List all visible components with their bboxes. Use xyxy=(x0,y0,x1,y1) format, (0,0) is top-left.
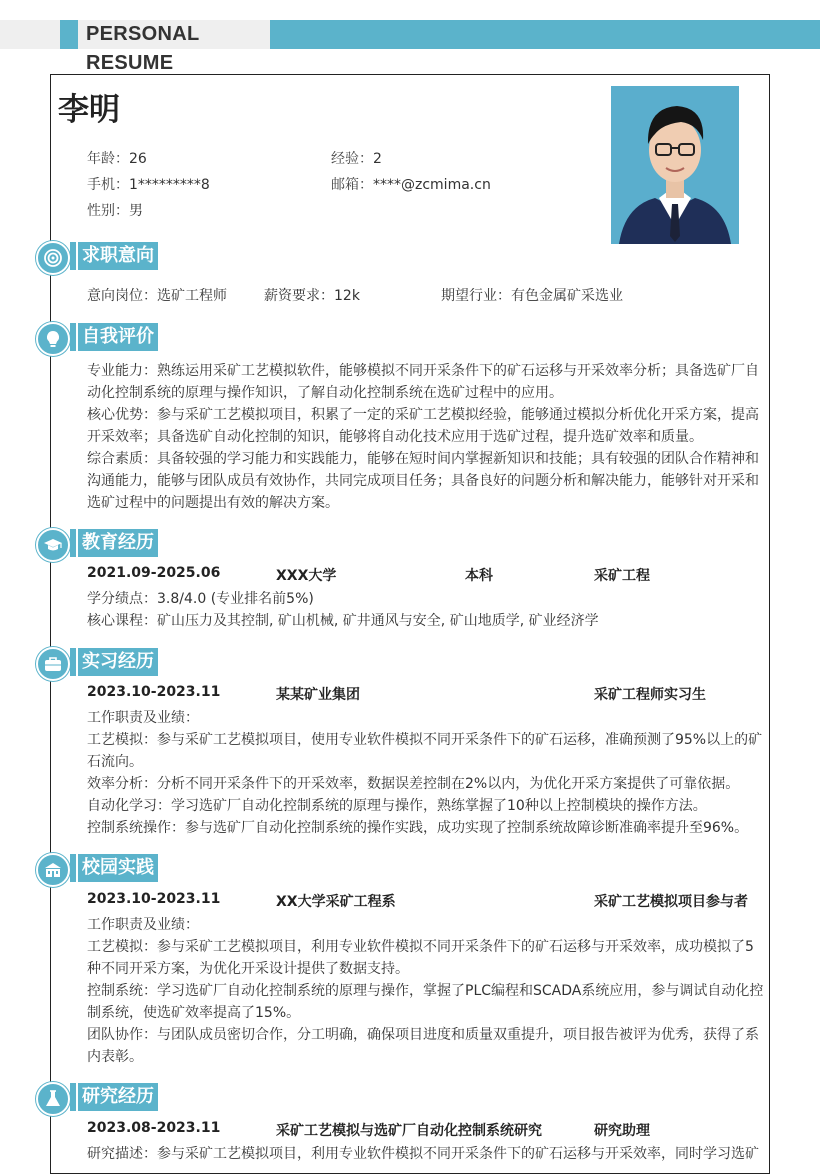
self-eval-paragraph: 核心优势：参与采矿工艺模拟项目，积累了一定的采矿工艺模拟经验，能够通过模拟分析优化开采方案，提高开采效率；具备选矿自动化控制的知识，能够将自动化技术应用于选矿过程，提升选矿效率和质量。 xyxy=(87,407,759,445)
header-accent-stripe xyxy=(60,20,78,49)
briefcase-icon xyxy=(36,647,70,681)
campus-line: 工艺模拟：参与采矿工艺模拟项目，利用专业软件模拟不同开采条件下的矿石运移与开采效率，成功模拟了5种不同开采方案，为优化开采设计提供了数据支持。 xyxy=(87,939,754,977)
phone-label: 手机： xyxy=(87,177,129,193)
section-bar xyxy=(70,529,76,557)
intent-salary: 薪资要求：12k xyxy=(264,288,360,304)
intent-position: 意向岗位：选矿工程师 xyxy=(87,288,227,304)
internship-line: 效率分析：分析不同开采条件下的开采效率，数据误差控制在2%以内，为优化开采方案提供了可靠依据。 xyxy=(87,776,740,792)
phone-value: 1*********8 xyxy=(129,177,210,193)
internship-line: 控制系统操作：参与选矿厂自动化控制系统的操作实践，成功实现了控制系统故障诊断准确率提升至96%。 xyxy=(87,820,749,836)
email-field xyxy=(331,174,491,194)
section-title-self-eval: 自我评价 xyxy=(78,323,158,351)
profile-photo xyxy=(611,86,739,244)
research-role: 研究助理 xyxy=(594,1123,650,1139)
education-courses: 核心课程：矿山压力及其控制, 矿山机械, 矿井通风与安全, 矿山地质学, 矿业经济学 xyxy=(87,613,599,629)
research-row xyxy=(87,1120,767,1142)
internship-line: 自动化学习：学习选矿厂自动化控制系统的原理与操作，熟练掌握了10种以上控制模块的操作方法。 xyxy=(87,798,707,814)
campus-line: 控制系统：学习选矿厂自动化控制系统的原理与操作，掌握了PLC编程和SCADA系统应用，参与调试自动化控制系统，使选矿效率提高了15%。 xyxy=(87,983,764,1021)
flask-icon xyxy=(36,1082,70,1116)
target-icon xyxy=(36,241,70,275)
gender-field xyxy=(87,200,143,220)
education-gpa: 学分绩点：3.8/4.0 (专业排名前5%) xyxy=(87,591,314,607)
section-bar xyxy=(70,854,76,882)
education-period: 2021.09-2025.06 xyxy=(87,565,221,581)
campus-org: XX大学采矿工程系 xyxy=(276,894,396,910)
education-school: XXX大学 xyxy=(276,568,337,584)
age-value: 26 xyxy=(129,151,147,167)
education-degree: 本科 xyxy=(465,568,493,584)
section-bar xyxy=(70,648,76,676)
gender-label: 性别： xyxy=(87,203,129,219)
age-label: 年龄： xyxy=(87,151,129,167)
lightbulb-icon xyxy=(36,322,70,356)
campus-role: 采矿工艺模拟项目参与者 xyxy=(594,894,748,910)
header-gray-block xyxy=(0,20,60,49)
age-field xyxy=(87,148,147,168)
campus-period: 2023.10-2023.11 xyxy=(87,891,221,907)
section-title-internship: 实习经历 xyxy=(78,648,158,676)
internship-row xyxy=(87,684,767,706)
campus-line: 工作职责及业绩： xyxy=(87,917,199,933)
internship-company: 某某矿业集团 xyxy=(276,687,360,703)
self-eval-paragraph: 专业能力：熟练运用采矿工艺模拟软件，能够模拟不同开采条件下的矿石运移与开采效率分析；具备选矿厂自动化控制系统的原理与操作知识，了解自动化控制系统在选矿过程中的应用。 xyxy=(87,363,759,401)
intent-industry: 期望行业：有色金属矿采选业 xyxy=(441,288,623,304)
campus-line: 团队协作：与团队成员密切合作，分工明确，确保项目进度和质量双重提升，项目报告被评为优秀，获得了系内表彰。 xyxy=(87,1027,759,1065)
research-period: 2023.08-2023.11 xyxy=(87,1120,221,1136)
research-description: 研究描述：参与采矿工艺模拟项目，利用专业软件模拟不同开采条件下的矿石运移与开采效率，同时学习选矿 xyxy=(87,1146,759,1162)
header-accent-bar xyxy=(270,20,820,49)
education-row xyxy=(87,565,767,587)
experience-field xyxy=(331,148,382,168)
candidate-name: 李明 xyxy=(58,92,120,128)
section-title-campus: 校园实践 xyxy=(78,854,158,882)
section-bar xyxy=(70,323,76,351)
section-bar xyxy=(70,1083,76,1111)
email-label: 邮箱： xyxy=(331,177,373,193)
self-eval-paragraph: 综合素质：具备较强的学习能力和实践能力，能够在短时间内掌握新知识和技能；具有较强的团队合作精神和沟通能力，能够与团队成员有效协作，共同完成项目任务；具备良好的问题分析和解决能力，能够针对开采和选矿过程中的问题提出有效的解决方案。 xyxy=(87,451,759,511)
phone-field xyxy=(87,174,210,194)
campus-row xyxy=(87,891,767,913)
internship-role: 采矿工程师实习生 xyxy=(594,687,706,703)
header-title: PERSONAL RESUME xyxy=(78,20,270,49)
internship-line: 工作职责及业绩： xyxy=(87,710,199,726)
section-title-research: 研究经历 xyxy=(78,1083,158,1111)
education-major: 采矿工程 xyxy=(594,568,650,584)
research-project: 采矿工艺模拟与选矿厂自动化控制系统研究 xyxy=(276,1123,542,1139)
experience-value: 2 xyxy=(373,151,382,167)
graduation-cap-icon xyxy=(36,528,70,562)
section-bar xyxy=(70,242,76,270)
gender-value: 男 xyxy=(129,203,143,219)
internship-period: 2023.10-2023.11 xyxy=(87,684,221,700)
internship-line: 工艺模拟：参与采矿工艺模拟项目，使用专业软件模拟不同开采条件下的矿石运移，准确预测了95%以上的矿石流向。 xyxy=(87,732,763,770)
section-title-intent: 求职意向 xyxy=(78,242,158,270)
school-icon xyxy=(36,853,70,887)
section-title-education: 教育经历 xyxy=(78,529,158,557)
email-value: ****@zcmima.cn xyxy=(373,177,491,193)
experience-label: 经验： xyxy=(331,151,373,167)
